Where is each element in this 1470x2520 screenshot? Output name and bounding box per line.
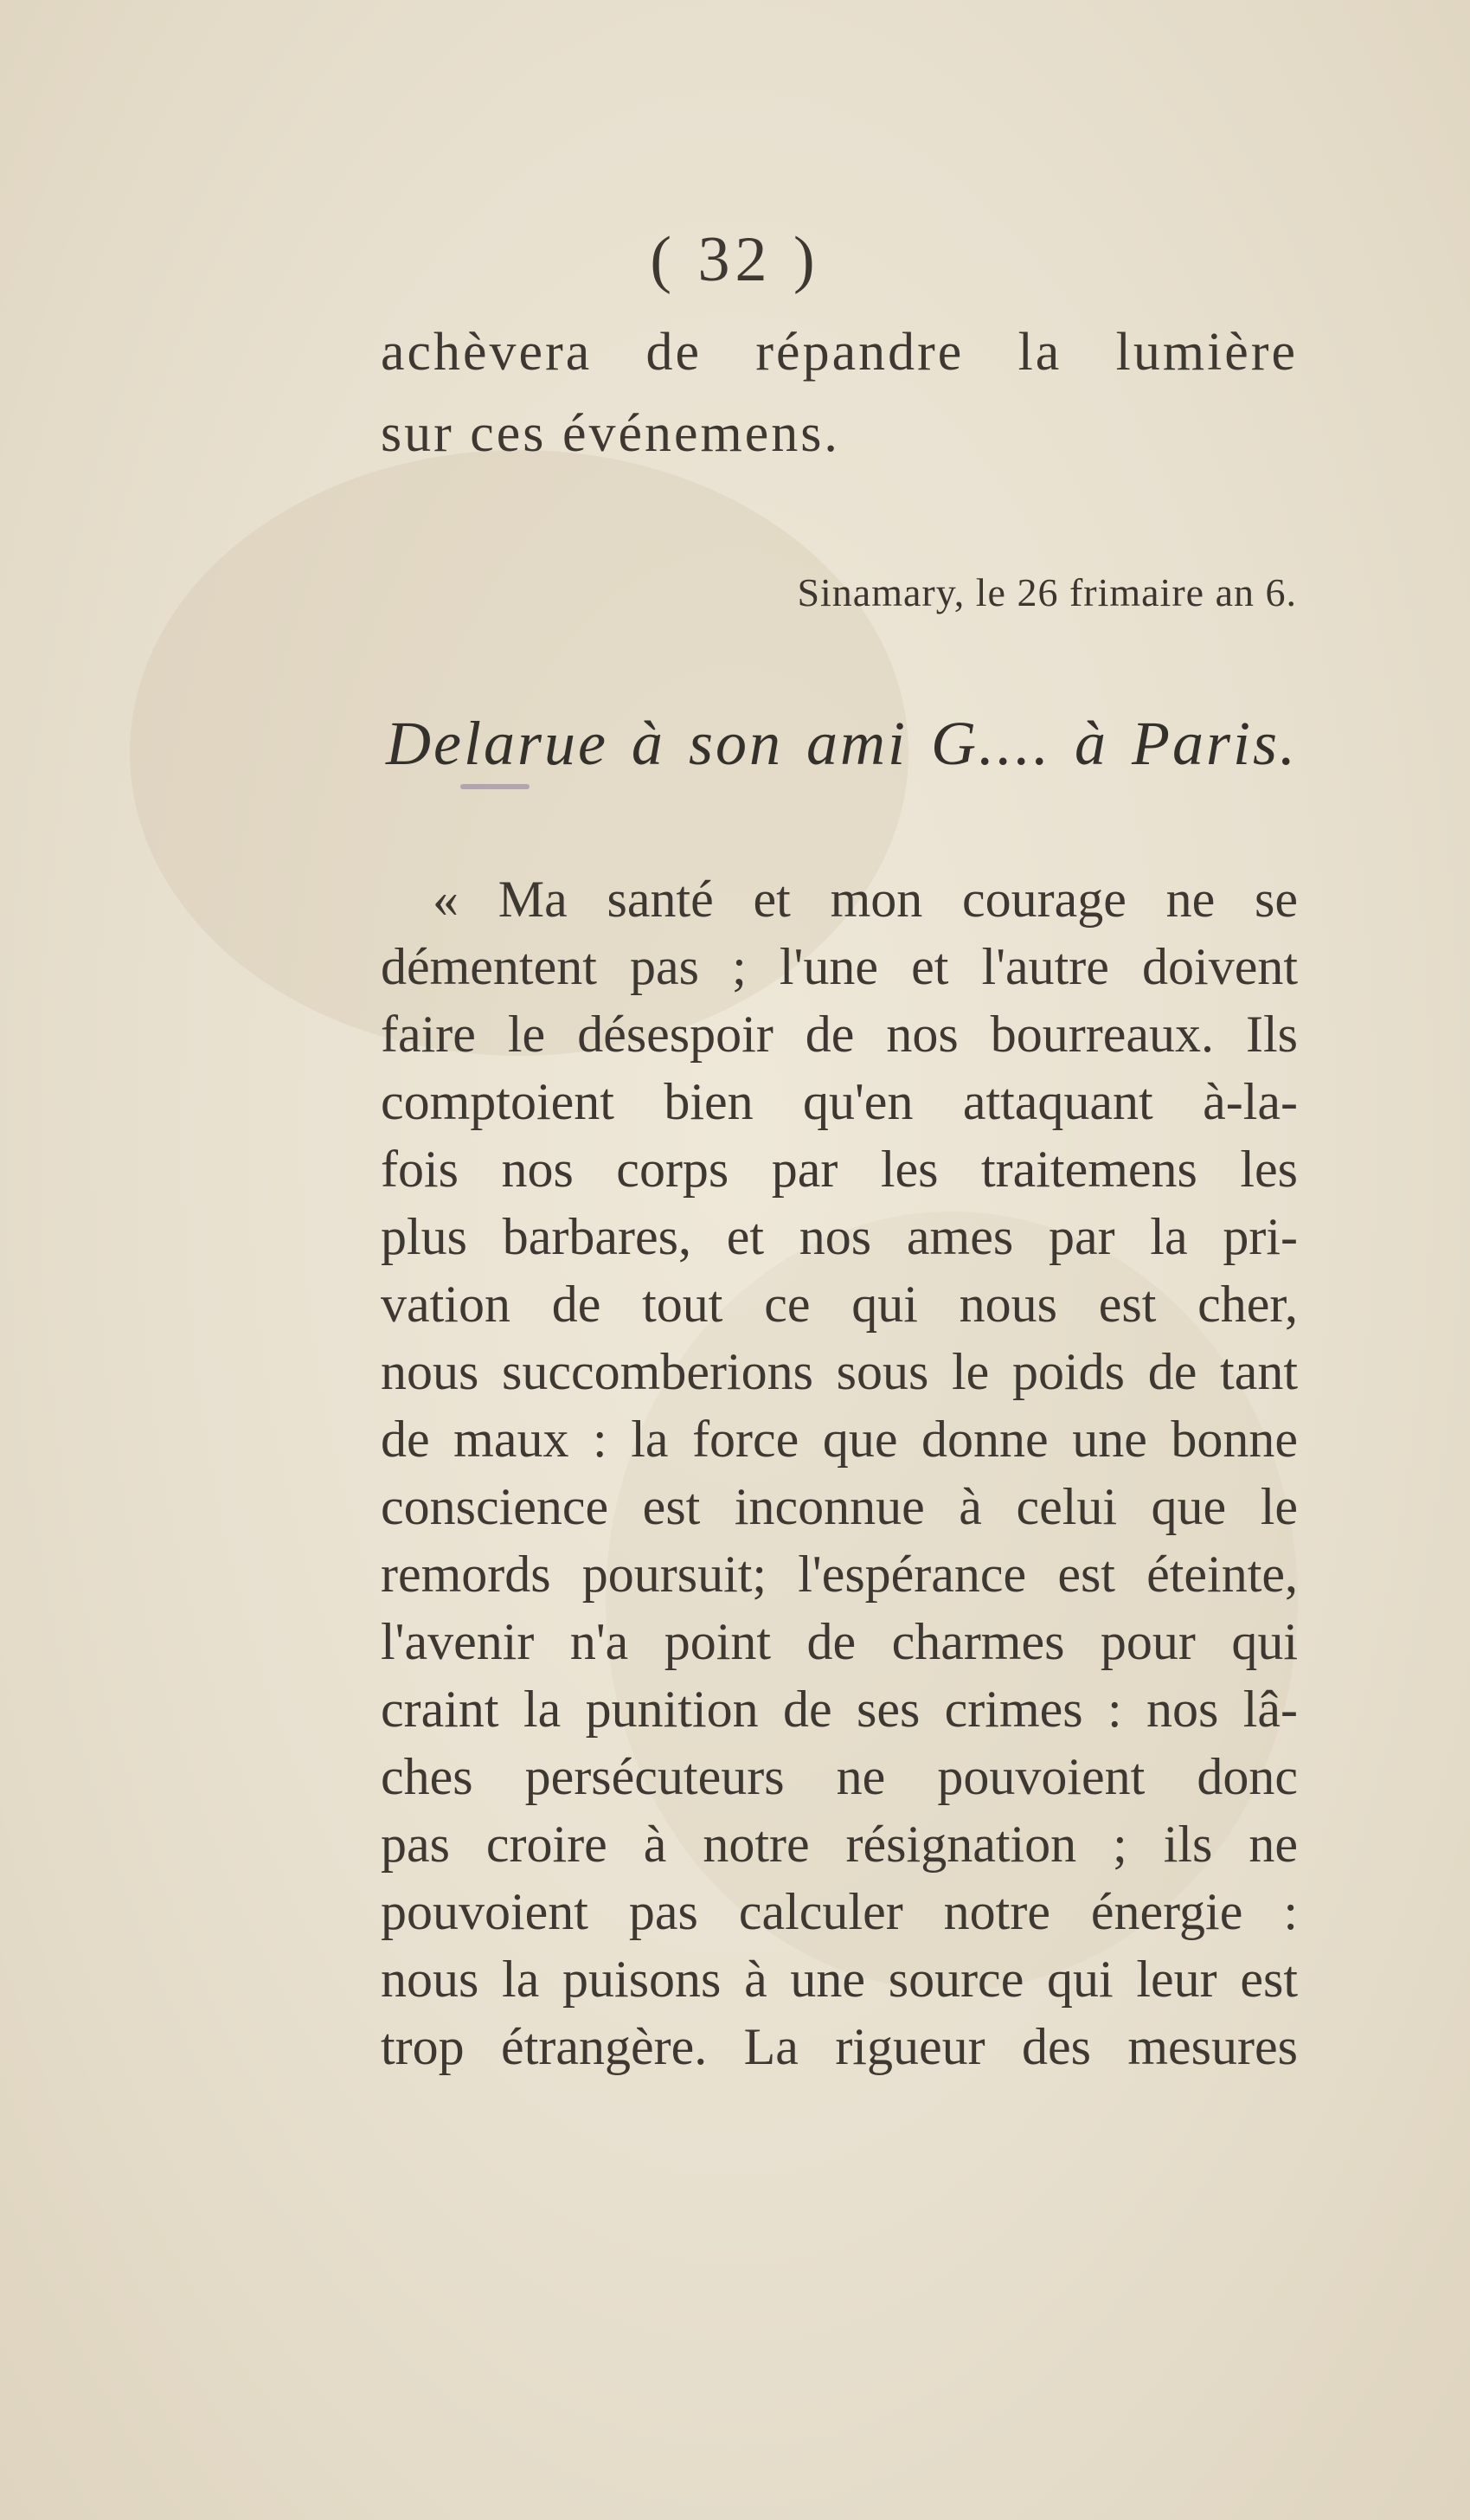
- text-line: vation de tout ce qui nous est cher,: [381, 1276, 1298, 1333]
- text-line: sur ces événemens.: [381, 404, 840, 463]
- text-line: plus barbares, et nos ames par la pri-: [381, 1208, 1298, 1265]
- text-line: pouvoient pas calculer notre énergie :: [381, 1883, 1298, 1940]
- text-line: l'avenir n'a point de charmes pour qui: [381, 1613, 1298, 1670]
- text-line: fois nos corps par les traitemens les: [381, 1141, 1298, 1198]
- text-line: conscience est inconnue à celui que le: [381, 1478, 1298, 1535]
- dateline: Sinamary, le 26 frimaire an 6.: [797, 570, 1297, 614]
- text-line: achèvera de répandre la lumière: [381, 323, 1298, 382]
- page-number: ( 32 ): [650, 224, 820, 295]
- text-line: de maux : la force que donne une bonne: [381, 1411, 1298, 1468]
- text-line: pas croire à notre résignation ; ils ne: [381, 1816, 1298, 1873]
- text-line: remords poursuit; l'espérance est éteinte,: [381, 1546, 1298, 1603]
- text-line: trop étrangère. La rigueur des mesures: [381, 2018, 1298, 2075]
- text-line: démentent pas ; l'une et l'autre doivent: [381, 938, 1298, 995]
- text-line: faire le désespoir de nos bourreaux. Ils: [381, 1006, 1298, 1063]
- text-line: nous la puisons à une source qui leur est: [381, 1951, 1298, 2008]
- text-line: « Ma santé et mon courage ne se: [433, 871, 1298, 928]
- text-line: comptoient bien qu'en attaquant à-la-: [381, 1073, 1298, 1130]
- letter-body: [381, 865, 1298, 2080]
- letter-heading: Delarue à son ami G.... à Paris.: [386, 709, 1298, 778]
- ink-mark: [460, 784, 530, 789]
- text-line: ches persécuteurs ne pouvoient donc: [381, 1748, 1298, 1805]
- text-line: craint la punition de ses crimes : nos lâ-: [381, 1681, 1298, 1738]
- text-line: nous succomberions sous le poids de tant: [381, 1343, 1298, 1400]
- continuation-text: [381, 312, 1298, 474]
